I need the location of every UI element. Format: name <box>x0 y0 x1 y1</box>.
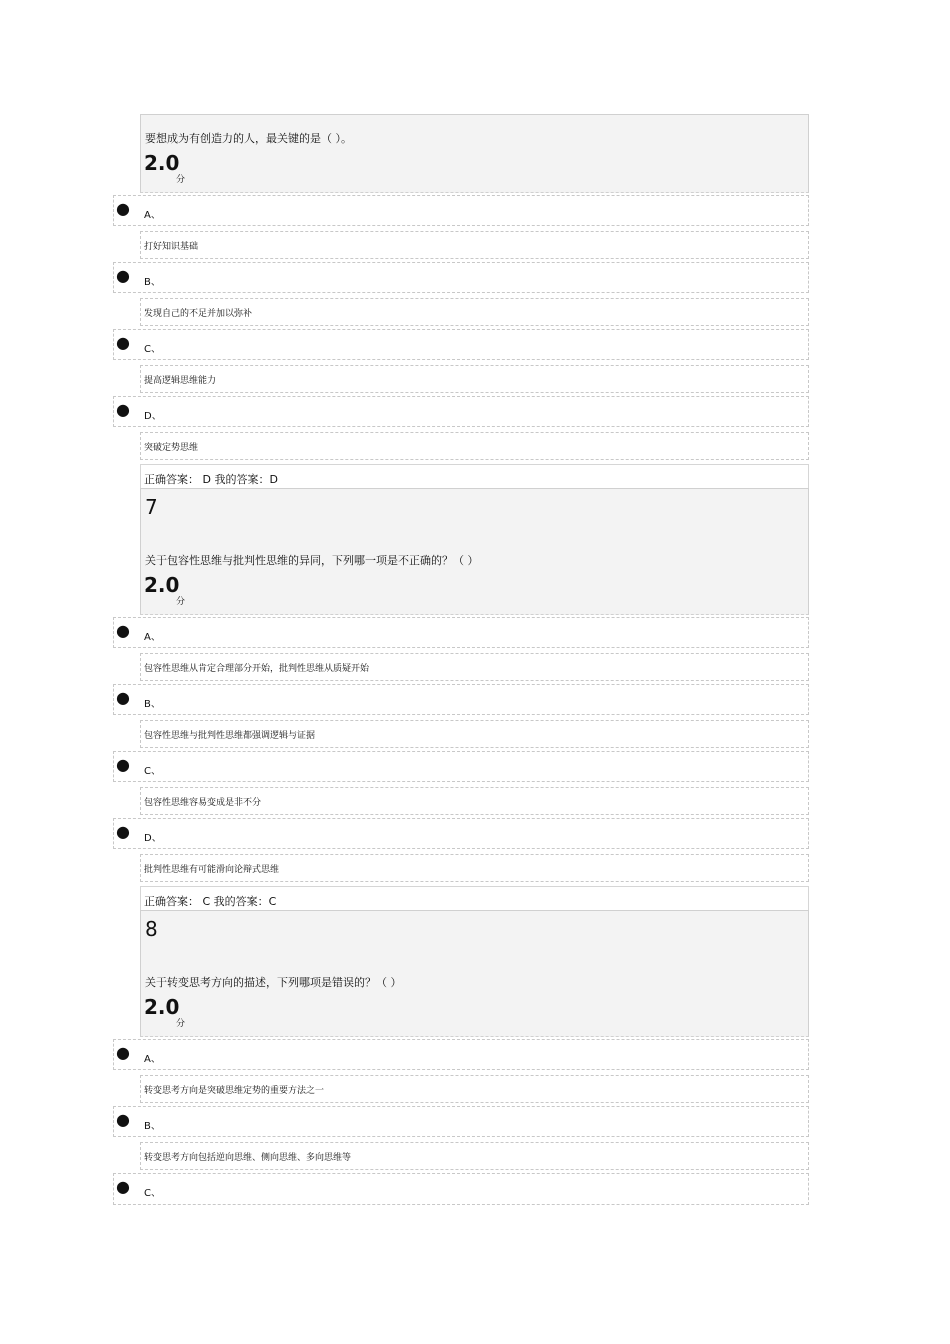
answer-text: 正确答案： D 我的答案：D <box>144 473 278 486</box>
option-label: A、 <box>144 210 161 221</box>
option-row[interactable] <box>113 1173 809 1205</box>
bullet-icon: ● <box>116 822 130 841</box>
score-unit: 分 <box>176 1019 186 1029</box>
option-text-row <box>140 720 809 748</box>
option-text-row <box>140 1075 809 1103</box>
option-text-row <box>140 653 809 681</box>
bullet-icon: ● <box>116 688 130 707</box>
option-text: 包容性思维从肯定合理部分开始，批判性思维从质疑开始 <box>144 664 370 674</box>
option-row[interactable] <box>113 195 809 226</box>
option-text: 突破定势思维 <box>144 443 199 453</box>
option-row[interactable] <box>113 329 809 360</box>
option-text: 发现自己的不足并加以弥补 <box>144 309 253 319</box>
bullet-icon: ● <box>116 621 130 640</box>
question-header <box>140 488 809 615</box>
option-label: A、 <box>144 632 161 643</box>
option-row[interactable] <box>113 396 809 427</box>
option-label: D、 <box>144 833 162 844</box>
bullet-icon: ● <box>116 1110 130 1129</box>
question-text: 要想成为有创造力的人，最关键的是（ ）。 <box>145 132 352 145</box>
bullet-icon: ● <box>116 755 130 774</box>
score-unit: 分 <box>176 175 186 185</box>
option-label: B、 <box>144 1121 161 1132</box>
option-label: C、 <box>144 1188 161 1199</box>
bullet-icon: ● <box>116 1043 130 1062</box>
question-score: 2.0 <box>144 151 180 175</box>
option-row[interactable] <box>113 1039 809 1070</box>
option-label: B、 <box>144 277 161 288</box>
option-row[interactable] <box>113 617 809 648</box>
question-number: 7 <box>145 495 158 519</box>
question-header <box>140 910 809 1037</box>
option-text-row <box>140 1142 809 1170</box>
bullet-icon: ● <box>116 266 130 285</box>
option-text: 转变思考方向包括逆向思维、侧向思维、多向思维等 <box>144 1153 352 1163</box>
option-row[interactable] <box>113 262 809 293</box>
option-text-row <box>140 365 809 393</box>
option-text-row <box>140 854 809 882</box>
question-score: 2.0 <box>144 995 180 1019</box>
bullet-icon: ● <box>116 400 130 419</box>
option-label: C、 <box>144 344 161 355</box>
option-text-row <box>140 432 809 460</box>
option-text: 提高逻辑思维能力 <box>144 376 217 386</box>
option-text: 转变思考方向是突破思维定势的重要方法之一 <box>144 1086 325 1096</box>
option-text-row <box>140 787 809 815</box>
bullet-icon: ● <box>116 1177 130 1196</box>
answer-text: 正确答案： C 我的答案：C <box>144 895 277 908</box>
option-text: 包容性思维容易变成是非不分 <box>144 798 262 808</box>
option-label: B、 <box>144 699 161 710</box>
question-number: 8 <box>145 917 158 941</box>
question-text: 关于包容性思维与批判性思维的异同，下列哪一项是不正确的？（ ） <box>145 554 479 567</box>
answer-row <box>140 886 809 910</box>
answer-row <box>140 464 809 488</box>
option-text-row <box>140 298 809 326</box>
option-label: D、 <box>144 411 162 422</box>
option-row[interactable] <box>113 684 809 715</box>
option-label: A、 <box>144 1054 161 1065</box>
option-text: 包容性思维与批判性思维都强调逻辑与证据 <box>144 731 316 741</box>
bullet-icon: ● <box>116 199 130 218</box>
option-text: 打好知识基础 <box>144 242 199 252</box>
option-text-row <box>140 231 809 259</box>
option-row[interactable] <box>113 818 809 849</box>
score-unit: 分 <box>176 597 186 607</box>
option-row[interactable] <box>113 1106 809 1137</box>
option-row[interactable] <box>113 751 809 782</box>
question-header <box>140 114 809 193</box>
option-label: C、 <box>144 766 161 777</box>
option-text: 批判性思维有可能滑向论辩式思维 <box>144 865 280 875</box>
bullet-icon: ● <box>116 333 130 352</box>
question-text: 关于转变思考方向的描述，下列哪项是错误的？（ ） <box>145 976 402 989</box>
question-score: 2.0 <box>144 573 180 597</box>
